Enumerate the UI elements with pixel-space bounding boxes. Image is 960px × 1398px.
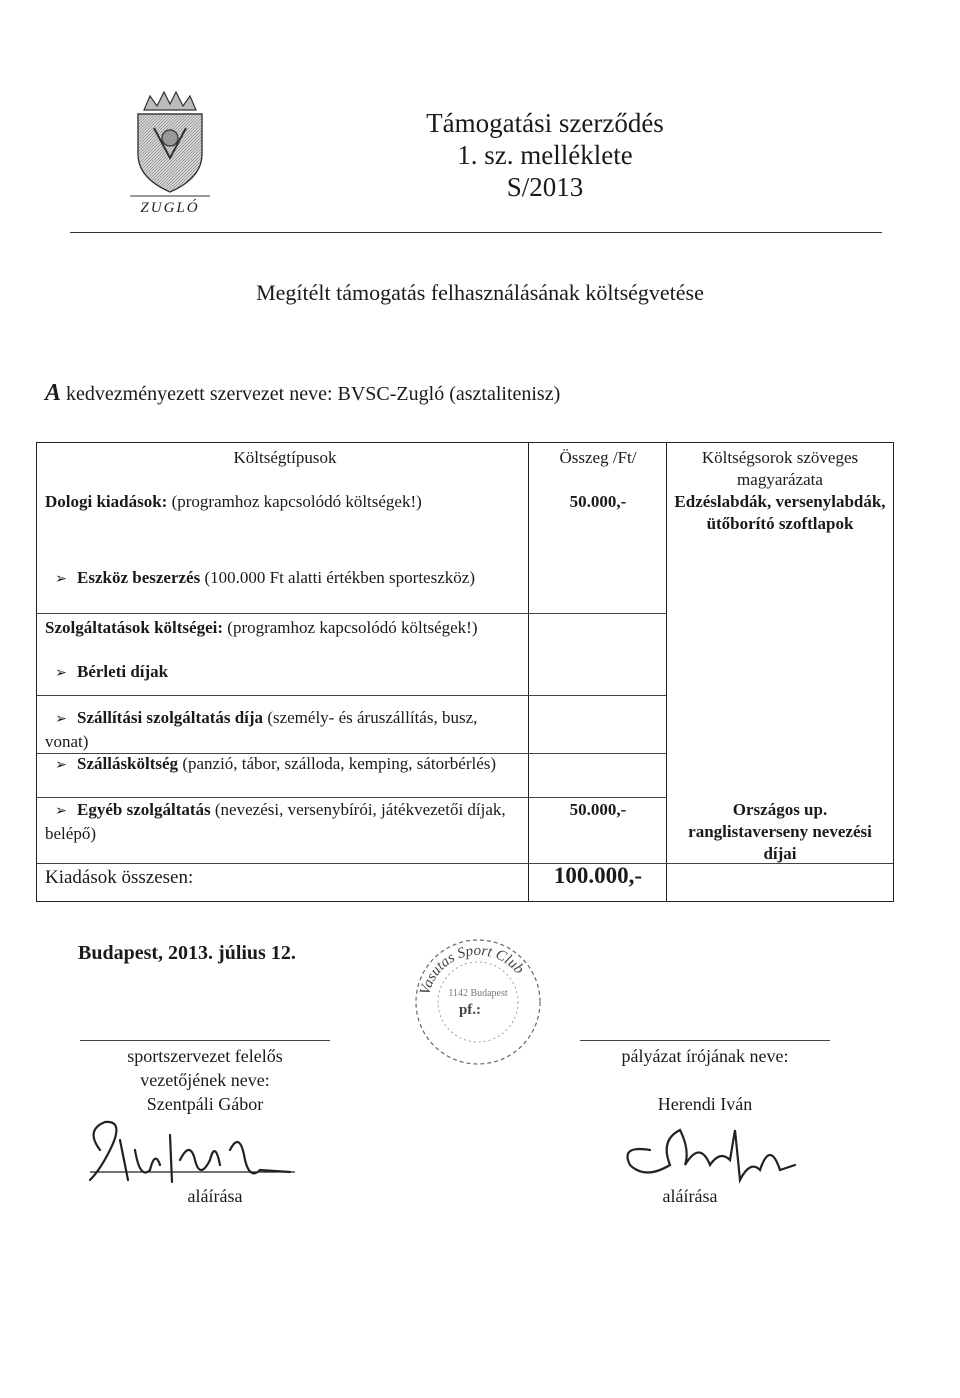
title-line-3: S/2013	[506, 172, 584, 202]
row-dologi-amount: 50.000,-	[569, 492, 627, 511]
page-heading: Megítélt támogatás felhasználásának költségvetése	[256, 280, 704, 305]
place-date: Budapest, 2013. július 12.	[78, 942, 296, 964]
budget-table	[36, 442, 894, 902]
col-divider-1	[528, 443, 529, 901]
row-szallas	[45, 753, 525, 777]
col-divider-2	[666, 443, 667, 901]
left-signature-caption: aláírása	[187, 1186, 243, 1206]
col-header-notes: Költségsorok szöveges magyarázata	[701, 448, 859, 489]
arrow-icon: ➢	[55, 572, 67, 587]
right-label-line1: pályázat írójának neve:	[621, 1046, 789, 1066]
left-signature-line	[80, 1040, 330, 1041]
row-egyeb-desc: (nevezési, versenybírói, játékvezetői díjak, belépő)	[45, 800, 506, 843]
stamp-inner-line1: 1142 Budapest	[448, 988, 508, 999]
right-signature-caption: aláírása	[662, 1186, 718, 1206]
title-line-1: Támogatási szerződés	[426, 108, 664, 138]
col-header-amount: Összeg /Ft/	[559, 448, 637, 467]
row-szolg-desc: (programhoz kapcsolódó költségek!)	[223, 618, 478, 637]
total-label: Kiadások összesen:	[45, 867, 194, 888]
row-eszkoz-label: Eszköz beszerzés	[77, 568, 201, 587]
row-egyeb	[45, 799, 525, 845]
row-szallas-desc: (panzió, tábor, szálloda, kemping, sátorbérlés)	[178, 754, 497, 773]
stamp-ring-text: Vasutas Sport Club	[417, 942, 527, 997]
right-signer-name: Herendi Iván	[657, 1094, 753, 1114]
crest-text: ZUGLÓ	[140, 200, 200, 216]
arrow-icon: ➢	[55, 804, 67, 819]
org-text: kedvezményezett szervezet neve: BVSC-Zugló (asztalitenisz)	[61, 383, 561, 405]
arrow-icon: ➢	[55, 712, 67, 727]
row-dologi	[45, 491, 525, 513]
row-divider	[37, 863, 893, 864]
arrow-icon: ➢	[55, 666, 67, 681]
row-szolg	[45, 617, 525, 639]
title-line-2: 1. sz. melléklete	[457, 140, 633, 170]
row-divider	[37, 613, 666, 614]
row-egyeb-note: Országos up. ranglistaverseny nevezési díjai	[688, 800, 872, 863]
row-szallitas	[45, 707, 525, 753]
arrow-icon: ➢	[55, 758, 67, 773]
row-dologi-desc: (programhoz kapcsolódó költségek!)	[167, 492, 422, 511]
right-handwritten-signature	[610, 1110, 810, 1190]
zuglo-crest-logo	[130, 88, 210, 216]
row-szallas-label: Szállásköltség	[77, 754, 179, 773]
left-handwritten-signature	[80, 1110, 300, 1190]
left-signer-block	[80, 1044, 330, 1116]
row-dologi-label: Dologi kiadások:	[45, 492, 168, 511]
row-szallitas-desc: (személy- és áruszállítás, busz, vonat)	[45, 708, 478, 751]
club-stamp-icon	[408, 930, 548, 1070]
spacer	[580, 1068, 830, 1092]
row-eszkoz-desc: (100.000 Ft alatti értékben sporteszköz)	[200, 568, 475, 587]
row-szallitas-label: Szállítási szolgáltatás díja	[77, 708, 264, 727]
stamp-inner-line2: pf.:	[458, 1002, 482, 1018]
left-signer-name: Szentpáli Gábor	[146, 1094, 264, 1114]
right-signature-line	[580, 1040, 830, 1041]
row-szolg-label: Szolgáltatások költségei:	[45, 618, 224, 637]
row-dologi-note: Edzéslabdák, versenylabdák, ütőborító szoftlapok	[674, 492, 886, 533]
total-amount: 100.000,-	[553, 863, 643, 888]
left-label-line2: vezetőjének neve:	[140, 1070, 270, 1090]
left-label-line1: sportszervezet felelős	[127, 1046, 283, 1066]
org-prefix: A	[45, 380, 62, 406]
header-divider	[70, 232, 882, 233]
row-egyeb-amount: 50.000,-	[569, 800, 627, 819]
row-divider	[37, 695, 666, 696]
row-berleti-label: Bérleti díjak	[77, 662, 169, 681]
row-eszkoz	[45, 567, 525, 591]
col-header-types: Költségtípusok	[233, 448, 337, 467]
right-signer-block	[580, 1044, 830, 1116]
organisation-line	[45, 380, 560, 407]
row-divider	[37, 797, 666, 798]
row-egyeb-label: Egyéb szolgáltatás	[77, 800, 211, 819]
row-berleti	[45, 661, 525, 685]
